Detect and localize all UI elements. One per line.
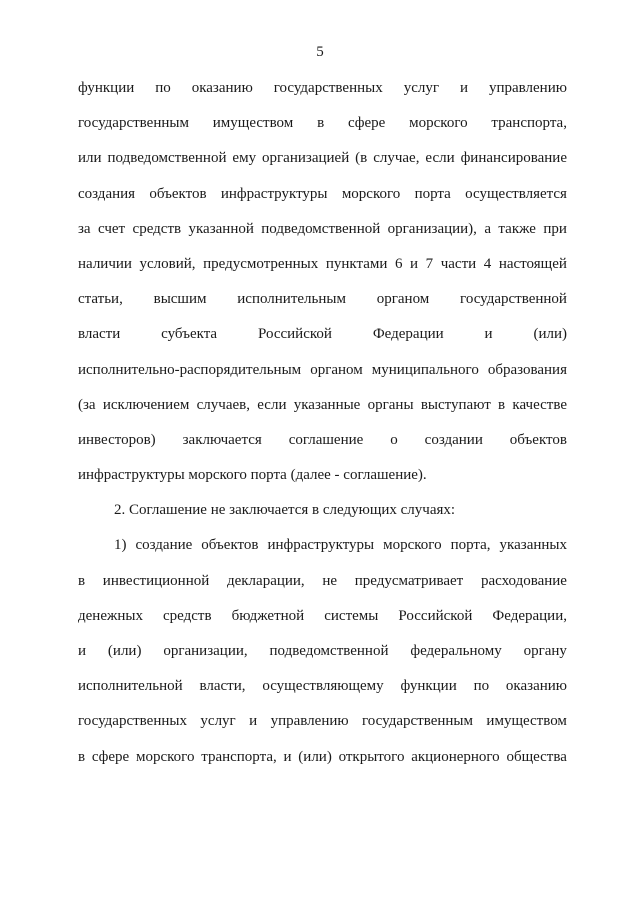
text-word: случае, [373, 150, 420, 167]
text-word: Федерации [372, 326, 444, 343]
text-word: и [484, 326, 493, 343]
text-word: (в [355, 150, 368, 167]
text-word: за [78, 220, 91, 237]
text-word: ему [232, 150, 257, 167]
text-word: системы [324, 607, 379, 624]
text-line [78, 712, 567, 747]
text-word: в [78, 572, 86, 589]
text-word: объектов [149, 185, 207, 202]
text-word: и [459, 80, 468, 96]
text-word: соглашение [288, 431, 364, 448]
text-word: и [249, 713, 258, 730]
text-word: услуг [403, 80, 439, 96]
text-word: акционерного [411, 748, 500, 765]
text-word: государственным [78, 115, 189, 132]
text-word: государственным [362, 713, 473, 730]
text-word: подведомственной [261, 220, 381, 237]
text-line-content: 2. Соглашение не заключается в следующих случаях: [114, 502, 456, 519]
text-line [78, 325, 567, 360]
text-word: расходование [480, 572, 567, 589]
text-word: функции [78, 80, 135, 96]
text-word: исключением [102, 396, 190, 413]
text-word: качестве [512, 396, 567, 413]
text-line [78, 431, 567, 466]
text-word: части [440, 255, 477, 272]
text-word: указанных [499, 537, 567, 554]
text-word: пунктами [325, 255, 388, 272]
text-word: указанные [293, 396, 361, 413]
text-word: инвесторов) [78, 431, 156, 448]
text-word: осуществляется [465, 185, 567, 202]
text-word: и [283, 748, 292, 765]
text-line [78, 79, 567, 114]
text-word: органы [367, 396, 414, 413]
text-word: морского [341, 185, 401, 202]
text-word: органом [310, 361, 363, 378]
text-word: о [390, 431, 398, 448]
text-word: выступают [420, 396, 491, 413]
text-word: сфере [347, 115, 386, 132]
text-word: в [317, 115, 325, 132]
text-word: субъекта [161, 326, 218, 343]
text-word: исполнительным [237, 291, 346, 308]
text-word: муниципального [371, 361, 479, 378]
page-number: 5 [316, 44, 324, 60]
text-word: образования [487, 361, 567, 378]
text-word: настоящей [498, 255, 567, 272]
text-word: Российской [398, 607, 473, 624]
text-word: инфраструктуры [267, 537, 375, 554]
text-word: в [498, 396, 506, 413]
text-word: объектов [201, 537, 259, 554]
text-line-content: инфраструктуры морского порта (далее - соглашение). [78, 467, 427, 484]
text-line [78, 114, 567, 149]
text-word: государственных [273, 80, 383, 96]
text-word: бюджетной [231, 607, 305, 624]
text-word: или [78, 150, 102, 167]
text-word: объектов [509, 431, 567, 448]
text-word: подведомственной [107, 150, 227, 167]
text-word: также [498, 220, 536, 237]
text-word: открытого [338, 748, 405, 765]
text-word: Российской [257, 326, 332, 343]
text-word: по [473, 678, 490, 695]
text-word: денежных [78, 607, 143, 624]
text-line [78, 466, 567, 501]
text-word: наличии [78, 255, 132, 272]
text-word: если [425, 150, 455, 167]
text-word: (за [78, 396, 96, 413]
text-word: и [78, 643, 87, 659]
text-word: подведомственной [269, 643, 389, 659]
text-word: и [410, 255, 419, 272]
text-word: функции [400, 678, 457, 695]
text-word: статьи, [78, 291, 123, 308]
text-word: услуг [200, 713, 236, 730]
text-word: инфраструктуры [220, 185, 328, 202]
text-word: оказанию [191, 80, 253, 96]
text-word: порта [414, 185, 451, 202]
text-word: финансирование [460, 150, 567, 167]
text-word: предусмотренных [203, 255, 319, 272]
text-word: федеральному [410, 643, 502, 659]
text-line [78, 677, 567, 712]
text-line [78, 255, 567, 290]
text-word: организации), [387, 220, 477, 237]
text-word: организации, [163, 643, 248, 659]
text-word: (или) [298, 748, 332, 765]
text-word: 6 [394, 255, 403, 272]
text-word: исполнительной [78, 678, 183, 695]
text-word: имуществом [486, 713, 567, 730]
text-word: органом [376, 291, 430, 308]
text-word: органу [523, 643, 567, 659]
text-line [78, 185, 567, 220]
text-word: заключается [182, 431, 262, 448]
text-word: если [257, 396, 287, 413]
text-word: сфере [91, 748, 130, 765]
text-word: имуществом [212, 115, 294, 132]
text-word: предусматривает [354, 572, 464, 589]
text-word: по [155, 80, 171, 96]
text-word: декларации, [226, 572, 305, 589]
text-word: исполнительно-распорядительным [78, 361, 302, 378]
text-word: инвестиционной [102, 572, 210, 589]
text-word: порта, [450, 537, 491, 554]
text-word: создание [135, 537, 193, 554]
text-word: транспорта, [201, 748, 277, 765]
text-word: 4 [483, 255, 492, 272]
text-line [78, 290, 567, 325]
text-line [78, 642, 567, 677]
text-line [78, 361, 567, 396]
text-word: при [543, 220, 567, 237]
text-word: средств [132, 220, 182, 237]
text-line [78, 501, 567, 536]
text-word: случаев, [196, 396, 250, 413]
text-word: (или) [533, 326, 567, 343]
text-word: государственной [460, 291, 567, 308]
text-word: морского [135, 748, 195, 765]
text-line [78, 396, 567, 431]
text-word: 1) [114, 537, 127, 554]
text-word: осуществляющему [262, 678, 384, 695]
text-word: оказанию [505, 678, 567, 695]
text-word: Федерации, [492, 607, 567, 624]
text-word: морского [383, 537, 442, 554]
text-line [78, 536, 567, 571]
text-line [78, 748, 567, 783]
text-word: в [78, 748, 86, 765]
text-word: управлению [270, 713, 349, 730]
text-word: власти, [199, 678, 246, 695]
text-word: средств [162, 607, 212, 624]
text-word: государственных [78, 713, 187, 730]
text-word: общества [506, 748, 567, 765]
text-line [78, 220, 567, 255]
text-word: морского [409, 115, 468, 132]
text-word: создании [424, 431, 483, 448]
text-word: управлению [488, 80, 567, 96]
text-word: транспорта, [491, 115, 567, 132]
text-word: счет [98, 220, 126, 237]
text-word: указанной [188, 220, 254, 237]
text-line [78, 572, 567, 607]
text-word: организацией [262, 150, 350, 167]
text-word: 7 [425, 255, 434, 272]
text-word: создания [78, 185, 136, 202]
text-line [78, 607, 567, 642]
text-line [78, 149, 567, 184]
text-word: (или) [107, 643, 142, 659]
text-word: не [322, 572, 338, 589]
text-word: а [484, 220, 492, 237]
text-word: высшим [153, 291, 207, 308]
document-body [78, 79, 567, 783]
text-word: власти [78, 326, 121, 343]
text-word: условий, [139, 255, 196, 272]
